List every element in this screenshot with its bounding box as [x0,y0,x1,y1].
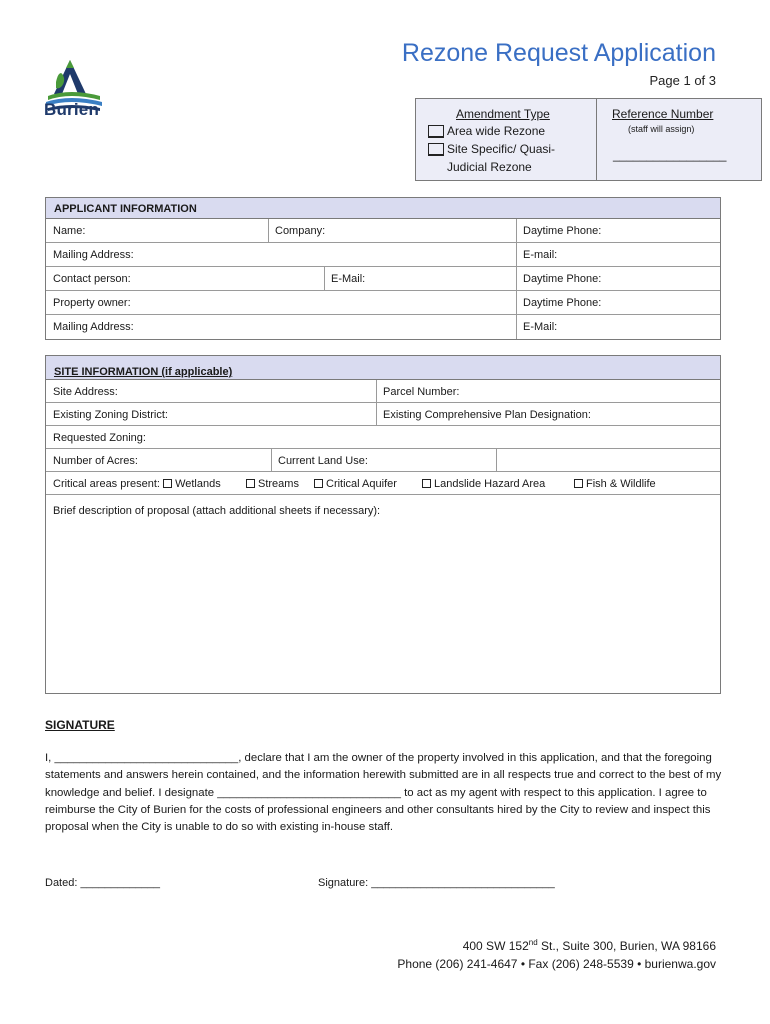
critical-aquifer-label: Critical Aquifer [326,478,397,490]
page-number: Page 1 of 3 [649,73,716,88]
site-row-acres [46,449,720,472]
checkbox-area-wide[interactable] [428,125,444,138]
amendment-type-box [415,98,762,181]
name-field[interactable]: Name: [53,225,86,237]
contact-email-field[interactable]: E-Mail: [331,273,366,285]
critical-areas-fish-wildlife[interactable] [574,478,656,490]
option-site-specific[interactable] [428,142,555,156]
footer-address-post: St., Suite 300, Burien, WA 98166 [537,939,716,953]
option-site-specific-label: Site Specific/ Quasi- [447,142,556,156]
applicant-row-mailing [46,243,720,267]
site-address-field[interactable]: Site Address: [53,386,118,398]
email-field[interactable]: E-mail: [523,249,558,261]
option-site-specific-label-2: Judicial Rezone [447,160,532,174]
reference-number-note: (staff will assign) [628,124,695,134]
site-row-zoning [46,403,720,426]
number-of-acres-field[interactable]: Number of Acres: [53,455,138,467]
parcel-number-field[interactable]: Parcel Number: [383,386,460,398]
fish-wildlife-label: Fish & Wildlife [586,478,656,490]
landslide-label: Landslide Hazard Area [434,478,546,490]
signature-title: SIGNATURE [45,718,115,732]
reference-number-title: Reference Number [612,107,714,121]
checkbox-landslide[interactable] [422,479,431,488]
applicant-information-section [45,197,721,340]
critical-areas-label: Critical areas present: [53,478,160,490]
footer-address [463,938,716,953]
applicant-row-owner-mailing [46,315,720,339]
critical-areas-wetlands[interactable] [53,478,221,490]
site-row-critical [46,472,720,495]
amendment-type-panel [416,99,597,180]
contact-person-field[interactable]: Contact person: [53,273,131,285]
critical-areas-landslide[interactable] [422,478,545,490]
dated-field[interactable]: Dated: _____________ [45,877,160,889]
wetlands-label: Wetlands [175,478,221,490]
contact-phone-field[interactable]: Daytime Phone: [523,273,602,285]
page-title: Rezone Request Application [401,39,716,67]
site-information-section [45,355,721,694]
current-land-use-field[interactable]: Current Land Use: [278,455,368,467]
daytime-phone-field[interactable]: Daytime Phone: [523,225,602,237]
site-row-requested [46,426,720,449]
checkbox-wetlands[interactable] [163,479,172,488]
applicant-row-contact [46,267,720,291]
signature-field[interactable]: Signature: ______________________________ [318,877,555,889]
site-heading [46,356,720,380]
applicant-heading: APPLICANT INFORMATION [46,198,720,219]
owner-phone-field[interactable]: Daytime Phone: [523,297,602,309]
description-label: Brief description of proposal (attach additional sheets if necessary): [53,505,381,517]
site-heading-text: SITE INFORMATION (if applicable) [54,366,233,378]
reference-number-field[interactable]: _________________ [613,148,727,162]
footer-contact: Phone (206) 241-4647 • Fax (206) 248-5539 • burienwa.gov [397,957,716,971]
owner-email-field[interactable]: E-Mail: [523,321,558,333]
requested-zoning-field[interactable]: Requested Zoning: [53,432,146,444]
critical-areas-aquifer[interactable] [314,478,397,490]
comp-plan-field[interactable]: Existing Comprehensive Plan Designation: [383,409,591,421]
company-field[interactable]: Company: [275,225,326,237]
checkbox-streams[interactable] [246,479,255,488]
streams-label: Streams [258,478,299,490]
critical-areas-streams[interactable] [246,478,299,490]
signature-statement: I, _____________________________, declare that I am the owner of the property involved in this application, and that the foregoing statements and answers herein contained, and the information herewith submitted are in all respects true and correct to the best of my knowledge and belief. I designate _____________________________ to act as my agent with respect to this application. I agree to reimburse the City of Burien for the costs of professional engineers and other consultants hired by the City to review and inspect this proposal when the City is unable to do so with existing in-house staff. [45,752,722,834]
footer-address-pre: 400 SW 152 [462,939,529,953]
checkbox-critical-aquifer[interactable] [314,479,323,488]
mailing-address-field[interactable]: Mailing Address: [53,249,134,261]
footer-address-sup: nd [528,938,538,947]
applicant-row-name [46,219,720,243]
checkbox-fish-wildlife[interactable] [574,479,583,488]
option-area-wide-label: Area wide Rezone [447,124,546,138]
amendment-type-title: Amendment Type [456,107,550,121]
applicant-row-owner [46,291,720,315]
description-area[interactable] [46,495,720,693]
site-row-address [46,380,720,403]
checkbox-site-specific[interactable] [428,143,444,156]
option-area-wide[interactable] [428,124,545,138]
logo-text: Burien [44,100,100,119]
property-owner-field[interactable]: Property owner: [53,297,131,309]
existing-zoning-field[interactable]: Existing Zoning District: [53,409,168,421]
owner-mailing-address-field[interactable]: Mailing Address: [53,321,134,333]
